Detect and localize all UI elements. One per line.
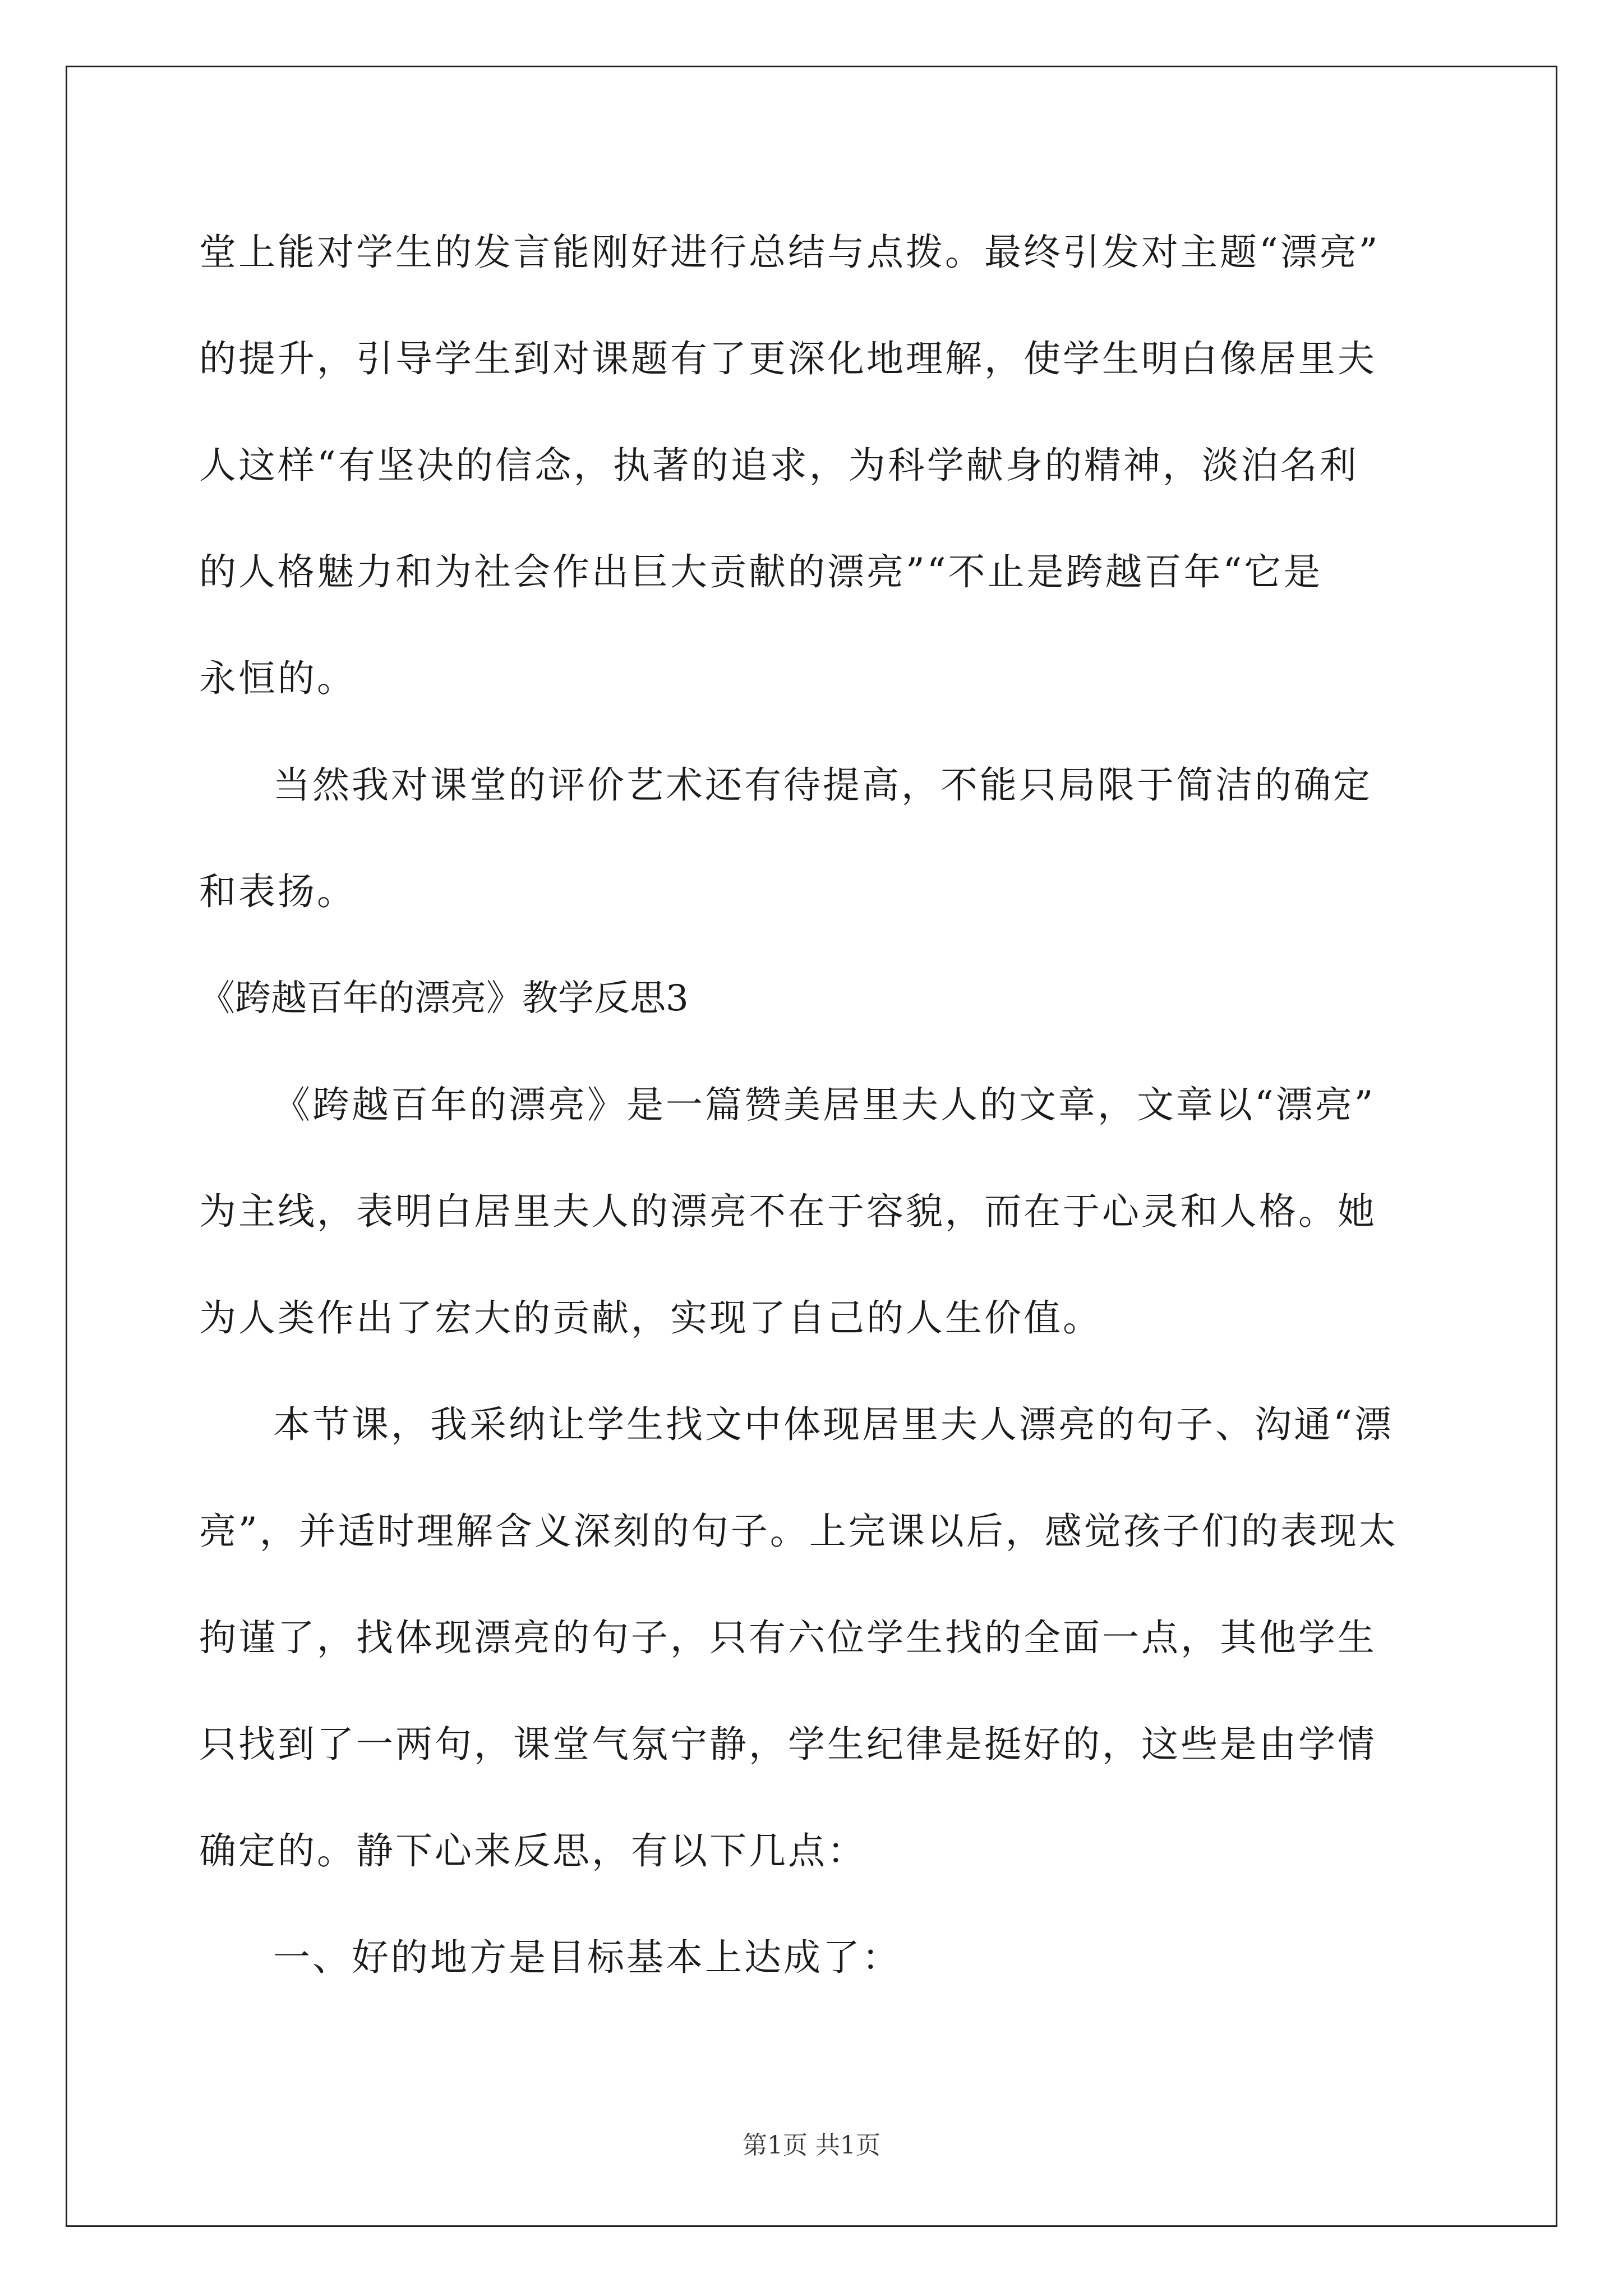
paragraph xyxy=(199,1052,1433,1372)
page-footer: 第1页 共1页 xyxy=(743,2131,880,2160)
paragraph xyxy=(199,1904,1433,2011)
paragraph xyxy=(199,732,1433,945)
text-line: 当然我对课堂的评价艺术还有待提高，不能只局限于简洁的确定 xyxy=(273,763,1372,807)
text-line: 的人格魅力和为社会作出巨大贡献的漂亮”“不止是跨越百年“它是 xyxy=(199,550,1323,593)
text-line: 为人类作出了宏大的贡献，实现了自己的人生价值。 xyxy=(199,1296,1102,1340)
text-line: 拘谨了，找体现漂亮的句子，只有六位学生找的全面一点，其他学生 xyxy=(199,1616,1377,1659)
text-line: 只找到了一两句，课堂气氛宁静，学生纪律是挺好的，这些是由学情 xyxy=(199,1723,1377,1766)
paragraph xyxy=(199,1372,1433,1904)
text-line: 亮”，并适时理解含义深刻的句子。上完课以后，感觉孩子们的表现太 xyxy=(199,1510,1398,1553)
text-line: 永恒的。 xyxy=(199,657,356,700)
paragraph xyxy=(199,199,1433,732)
text-line: 确定的。静下心来反思，有以下几点： xyxy=(199,1829,866,1872)
document-body xyxy=(199,199,1433,2011)
text-line: 为主线，表明白居里夫人的漂亮不在于容貌，而在于心灵和人格。她 xyxy=(199,1190,1377,1233)
section-heading: 《跨越百年的漂亮》教学反思3 xyxy=(199,978,689,1019)
text-line: 的提升，引导学生到对课题有了更深化地理解，使学生明白像居里夫 xyxy=(199,337,1377,380)
text-line: 一、好的地方是目标基本上达成了： xyxy=(273,1936,901,1979)
text-line: 堂上能对学生的发言能刚好进行总结与点拨。最终引发对主题“漂亮” xyxy=(199,231,1380,274)
text-line: 本节课，我采纳让学生找文中体现居里夫人漂亮的句子、沟通“漂 xyxy=(273,1403,1394,1446)
text-line: 人这样“有坚决的信念，执著的追求，为科学献身的精神，淡泊名利 xyxy=(199,444,1359,487)
text-line: 《跨越百年的漂亮》是一篇赞美居里夫人的文章，文章以“漂亮” xyxy=(273,1083,1376,1126)
text-line: 和表扬。 xyxy=(199,870,356,913)
